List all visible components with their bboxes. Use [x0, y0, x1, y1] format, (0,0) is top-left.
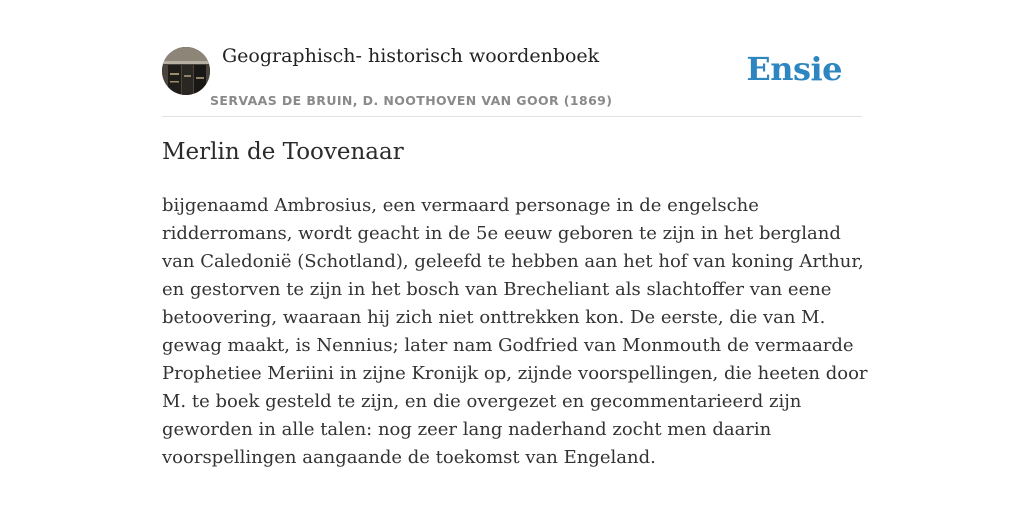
ensie-logo[interactable]: Ensie [746, 50, 842, 88]
book-title[interactable]: Geographisch- historisch woordenboek [222, 45, 600, 67]
header [162, 40, 862, 117]
book-cover-icon[interactable] [162, 47, 210, 95]
entry-body: bijgenaamd Ambrosius, een vermaard personage in de engelsche ridderromans, wordt geacht in de 5e eeuw geboren te zijn in het bergland van Caledonië (Schotland), geleefd te hebben aan het hof van koning Arthur, en gestorven te zijn in het bosch van Brecheliant als slachtoffer van eene betoovering, waaraan hij zich niet onttrekken kon. De eerste, die van M. gewag maakt, is Nennius; later nam Godfried van Monmouth de vermaarde Prophetiee Meriini in zijne Kronijk op, zijnde voorspellingen, die heeten door M. te boek gesteld te zijn, en die overgezet en gecommentarieerd zijn geworden in alle talen: nog zeer lang naderhand zocht men daarin voorspellingen aangaande de toekomst van Engeland. [162, 195, 868, 468]
book-author: SERVAAS DE BRUIN, D. NOOTHOVEN VAN GOOR (1869) [210, 93, 613, 108]
entry-title: Merlin de Toovenaar [162, 139, 404, 165]
